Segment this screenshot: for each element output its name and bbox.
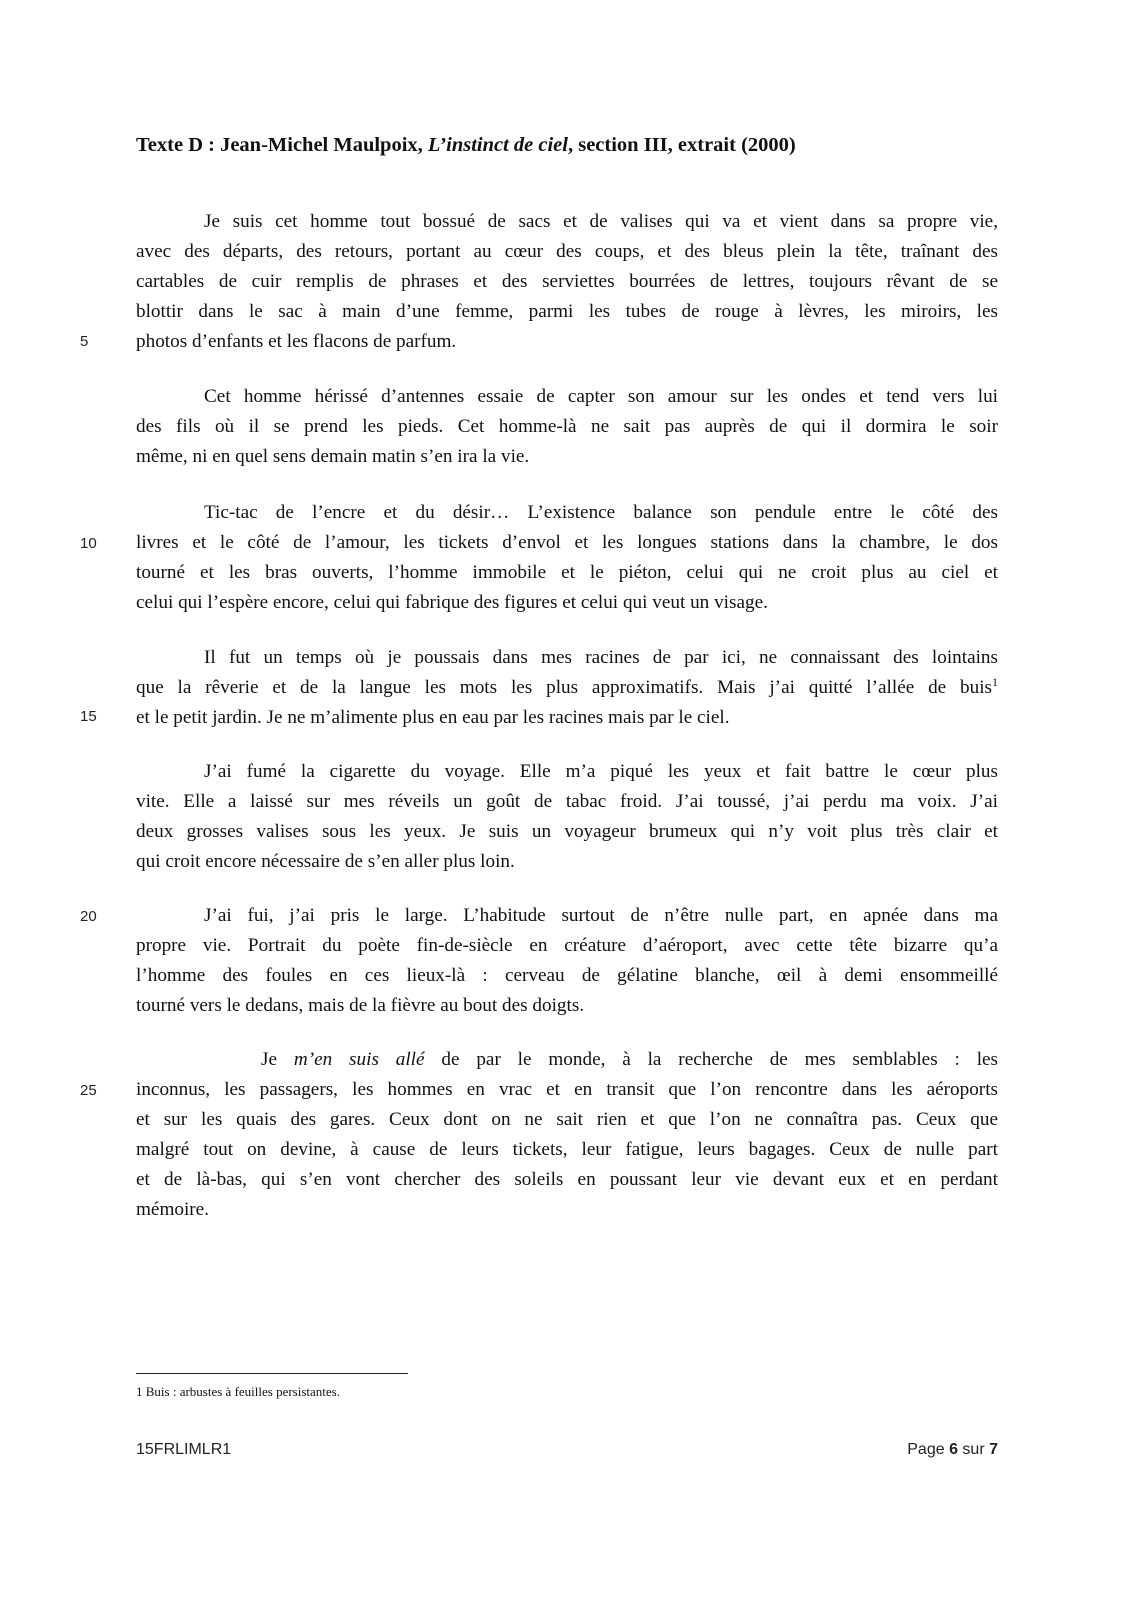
paragraph-line-text: que la rêverie et de la langue les mots les plus approximatifs. Mais j’ai quitté l’allée de buis <box>136 677 992 698</box>
footnote: 1 Buis : arbustes à feuilles persistantes. <box>136 1384 340 1399</box>
paragraph-line: J’ai fumé la cigarette du voyage. Elle m’a piqué les yeux et fait battre le cœur plus <box>204 761 998 782</box>
paragraph-line: et de là-bas, qui s’en vont chercher des soleils en poussant leur vie devant eux et en perdant <box>136 1169 998 1190</box>
line-number-20: 20 <box>80 908 97 925</box>
paragraph-line: J’ai fui, j’ai pris le large. L’habitude surtout de n’être nulle part, en apnée dans ma <box>204 905 998 926</box>
paragraph-3 <box>136 498 998 618</box>
paragraph-4 <box>136 643 998 733</box>
page-separator: sur <box>957 1441 990 1458</box>
paragraph-line: photos d’enfants et les flacons de parfum. <box>136 331 457 352</box>
paragraph-line: l’homme des foules en ces lieux-là : cerveau de gélatine blanche, œil à demi ensommeillé <box>136 965 998 986</box>
paragraph-line: Cet homme hérissé d’antennes essaie de capter son amour sur les ondes et tend vers lui <box>204 386 998 407</box>
paragraph-line <box>136 1045 998 1075</box>
paragraph-line: mémoire. <box>136 1199 209 1220</box>
paragraph-2 <box>136 382 998 472</box>
paragraph-line: qui croit encore nécessaire de s’en aller plus loin. <box>136 851 515 872</box>
heading-suffix: , section III, extrait (2000) <box>567 134 796 156</box>
paragraph-1 <box>136 207 998 357</box>
page-indicator <box>907 1441 998 1459</box>
paragraph-line: Tic-tac de l’encre et du désir… L’existence balance son pendule entre le côté des <box>204 502 998 523</box>
line-number-10: 10 <box>80 535 97 552</box>
paragraph-line: tourné vers le dedans, mais de la fièvre au bout des doigts. <box>136 995 585 1016</box>
text-heading <box>136 134 1016 157</box>
paragraph-line <box>136 673 998 703</box>
paragraph-line: celui qui l’espère encore, celui qui fabrique des figures et celui qui veut un visage. <box>136 592 768 613</box>
paragraph-7 <box>136 1045 998 1225</box>
paragraph-line: malgré tout on devine, à cause de leurs tickets, leur fatigue, leurs bagages. Ceux de nulle part <box>136 1139 998 1160</box>
page-current: 6 <box>949 1441 958 1458</box>
paragraph-line: Il fut un temps où je poussais dans mes racines de par ici, ne connaissant des lointains <box>204 647 998 668</box>
paragraph-line: et sur les quais des gares. Ceux dont on ne sait rien et que l’on ne connaîtra pas. Ceux que <box>136 1109 998 1130</box>
heading-prefix: Texte D : Jean-Michel Maulpoix, <box>136 134 428 156</box>
paragraph-line: blottir dans le sac à main d’une femme, parmi les tubes de rouge à lèvres, les miroirs, les <box>136 301 998 322</box>
paragraph-line: avec des départs, des retours, portant au cœur des coups, et des bleus plein la tête, traînant des <box>136 241 998 262</box>
footnote-mark: 1 <box>992 675 998 689</box>
line-number-5: 5 <box>80 333 89 350</box>
paragraph-line: livres et le côté de l’amour, les tickets d’envol et les longues stations dans la chambre, le dos <box>136 532 998 553</box>
italic-phrase: m’en suis allé <box>293 1049 425 1070</box>
page-word: Page <box>907 1441 950 1458</box>
line-number-15: 15 <box>80 708 97 725</box>
paragraph-line-text: de par le monde, à la recherche de mes semblables : les <box>424 1049 999 1070</box>
paragraph-line: deux grosses valises sous les yeux. Je suis un voyageur brumeux qui n’y voit plus très clair et <box>136 821 998 842</box>
document-code: 15FRLIMLR1 <box>136 1441 232 1458</box>
paragraph-5 <box>136 757 998 877</box>
page-total: 7 <box>989 1441 998 1458</box>
paragraph-line: même, ni en quel sens demain matin s’en ira la vie. <box>136 446 530 467</box>
paragraph-line: tourné et les bras ouverts, l’homme immobile et le piéton, celui qui ne croit plus au ciel et <box>136 562 998 583</box>
paragraph-line: Je suis cet homme tout bossué de sacs et de valises qui va et vient dans sa propre vie, <box>204 211 998 232</box>
paragraph-line-text: Je <box>261 1049 294 1070</box>
line-number-25: 25 <box>80 1082 97 1099</box>
paragraph-line: vite. Elle a laissé sur mes réveils un goût de tabac froid. J’ai toussé, j’ai perdu ma voix. J’ai <box>136 791 998 812</box>
paragraph-line: cartables de cuir remplis de phrases et des serviettes bourrées de lettres, toujours rêvant de se <box>136 271 998 292</box>
paragraph-line: et le petit jardin. Je ne m’alimente plus en eau par les racines mais par le ciel. <box>136 707 730 728</box>
paragraph-line: propre vie. Portrait du poète fin-de-siècle en créature d’aéroport, avec cette tête bizarre qu’a <box>136 935 998 956</box>
paragraph-6 <box>136 901 998 1021</box>
paragraph-line: inconnus, les passagers, les hommes en vrac et en transit que l’on rencontre dans les aéroports <box>136 1079 998 1100</box>
paragraph-line: des fils où il se prend les pieds. Cet homme-là ne sait pas auprès de qui il dormira le soir <box>136 416 998 437</box>
footnote-separator <box>136 1373 408 1374</box>
heading-work-title: L’instinct de ciel <box>427 134 568 156</box>
